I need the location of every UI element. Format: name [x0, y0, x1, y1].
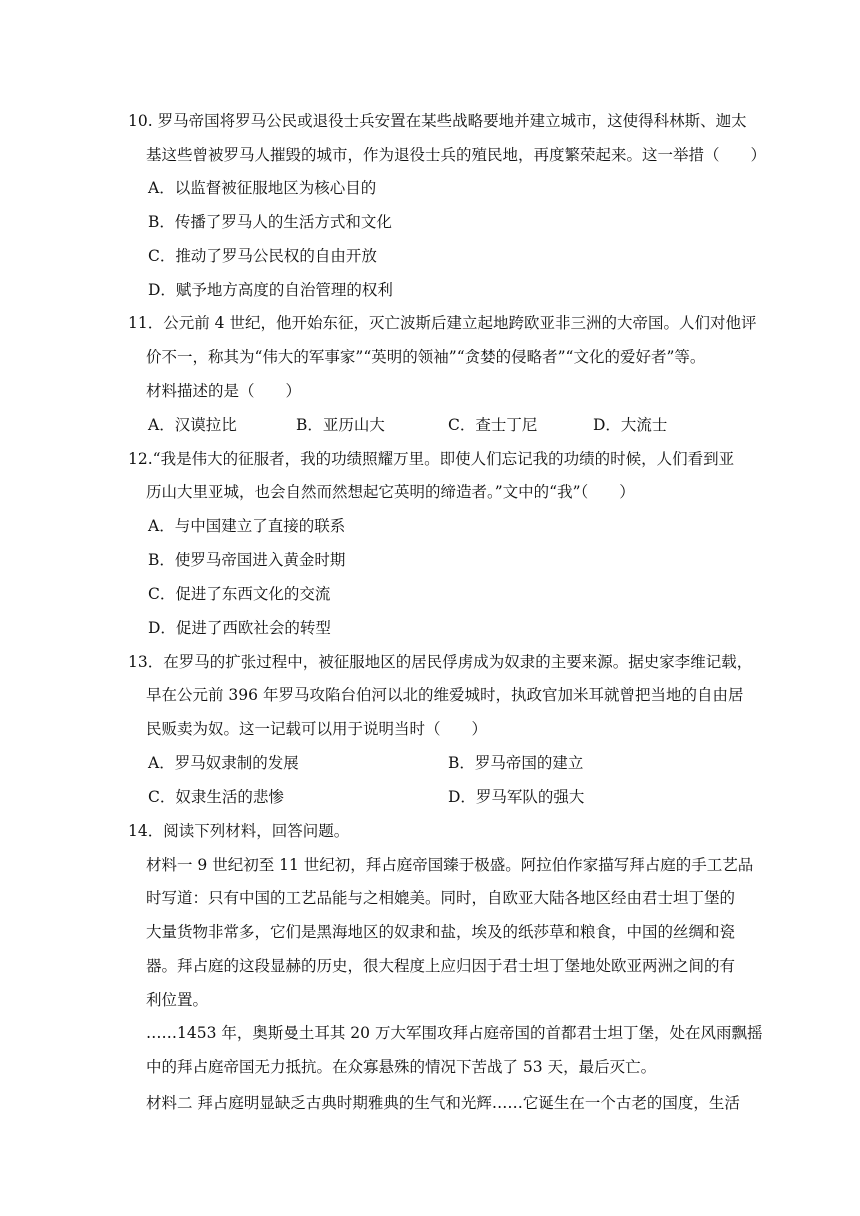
q13-stem-line1: 13．在罗马的扩张过程中，被征服地区的居民俘虏成为奴隶的主要来源。据史家李维记载， [128, 653, 753, 671]
q10-option-b: B．传播了罗马人的生活方式和文化 [148, 213, 392, 231]
q10-option-c: C．推动了罗马公民权的自由开放 [148, 247, 377, 265]
q13-option-c: C．奴隶生活的悲惨 [148, 788, 284, 806]
q11-option-a: A．汉谟拉比 [148, 416, 237, 434]
q11-option-b: B．亚历山大 [296, 416, 385, 434]
q10-option-a: A．以监督被征服地区为核心目的 [148, 179, 377, 197]
q10-stem-line2: 基这些曾被罗马人摧毁的城市，作为退役士兵的殖民地，再度繁荣起来。这一举措（ ） [146, 146, 767, 164]
q12-option-c: C．促进了东西文化的交流 [148, 585, 331, 603]
q12-option-d: D．促进了西欧社会的转型 [148, 619, 331, 637]
q13-stem-line3: 民贩卖为奴。这一记载可以用于说明当时（ ） [146, 720, 488, 738]
q13-option-a: A．罗马奴隶制的发展 [148, 754, 299, 772]
q13-option-d: D．罗马军队的强大 [448, 788, 585, 806]
q11-stem-line2: 价不一，称其为“伟大的军事家”“英明的领袖”“贪婪的侵略者”“文化的爱好者”等。 [146, 348, 706, 366]
q14-material1-line1: 材料一 9 世纪初至 11 世纪初，拜占庭帝国臻于极盛。阿拉伯作家描写拜占庭的手工艺品 [146, 856, 754, 874]
q11-option-d: D．大流士 [593, 416, 668, 434]
q12-option-a: A．与中国建立了直接的联系 [148, 517, 346, 535]
q14-material1-line2: 时写道：只有中国的工艺品能与之相媲美。同时，自欧亚大陆各地区经由君士坦丁堡的 [146, 889, 736, 907]
q14-material2-line1: 材料二 拜占庭明显缺乏古典时期雅典的生气和光辉……它诞生在一个古老的国度，生活 [146, 1094, 740, 1112]
q14-material1-line3: 大量货物非常多，它们是黑海地区的奴隶和盐，埃及的纸莎草和粮食，中国的丝绸和瓷 [146, 923, 736, 941]
q13-option-b: B．罗马帝国的建立 [448, 754, 584, 772]
q14-material1-line7: 中的拜占庭帝国无力抵抗。在众寡悬殊的情况下苦战了 53 天，最后灭亡。 [146, 1058, 657, 1076]
q10-stem-line1: 10. 罗马帝国将罗马公民或退役士兵安置在某些战略要地并建立城市，这使得科林斯、迦太 [128, 112, 747, 130]
q11-stem-line1: 11．公元前 4 世纪，他开始东征，灭亡波斯后建立起地跨欧亚非三洲的大帝国。人们对他评 [128, 314, 757, 332]
q11-stem-line3: 材料描述的是（ ） [146, 382, 302, 400]
q12-option-b: B．使罗马帝国进入黄金时期 [148, 551, 346, 569]
q13-stem-line2: 早在公元前 396 年罗马攻陷台伯河以北的维爱城时，执政官加米耳就曾把当地的自由居 [146, 686, 744, 704]
q14-material1-line5: 利位置。 [146, 991, 209, 1009]
q14-material1-line6: ……1453 年，奥斯曼土耳其 20 万大军围攻拜占庭帝国的首都君士坦丁堡，处在风雨飘摇 [146, 1024, 763, 1042]
q14-stem: 14．阅读下列材料，回答问题。 [128, 822, 350, 840]
q12-stem-line1: 12.“我是伟大的征服者，我的功绩照耀万里。即使人们忘记我的功绩的时候，人们看到亚 [128, 450, 735, 468]
q12-stem-line2: 历山大里亚城，也会自然而然想起它英明的缔造者。”文中的“我”（ ） [146, 483, 635, 501]
q14-material1-line4: 器。拜占庭的这段显赫的历史，很大程度上应归因于君士坦丁堡地处欧亚两洲之间的有 [146, 957, 736, 975]
q10-option-d: D．赋予地方高度的自治管理的权利 [148, 281, 393, 299]
q11-option-c: C．查士丁尼 [448, 416, 538, 434]
